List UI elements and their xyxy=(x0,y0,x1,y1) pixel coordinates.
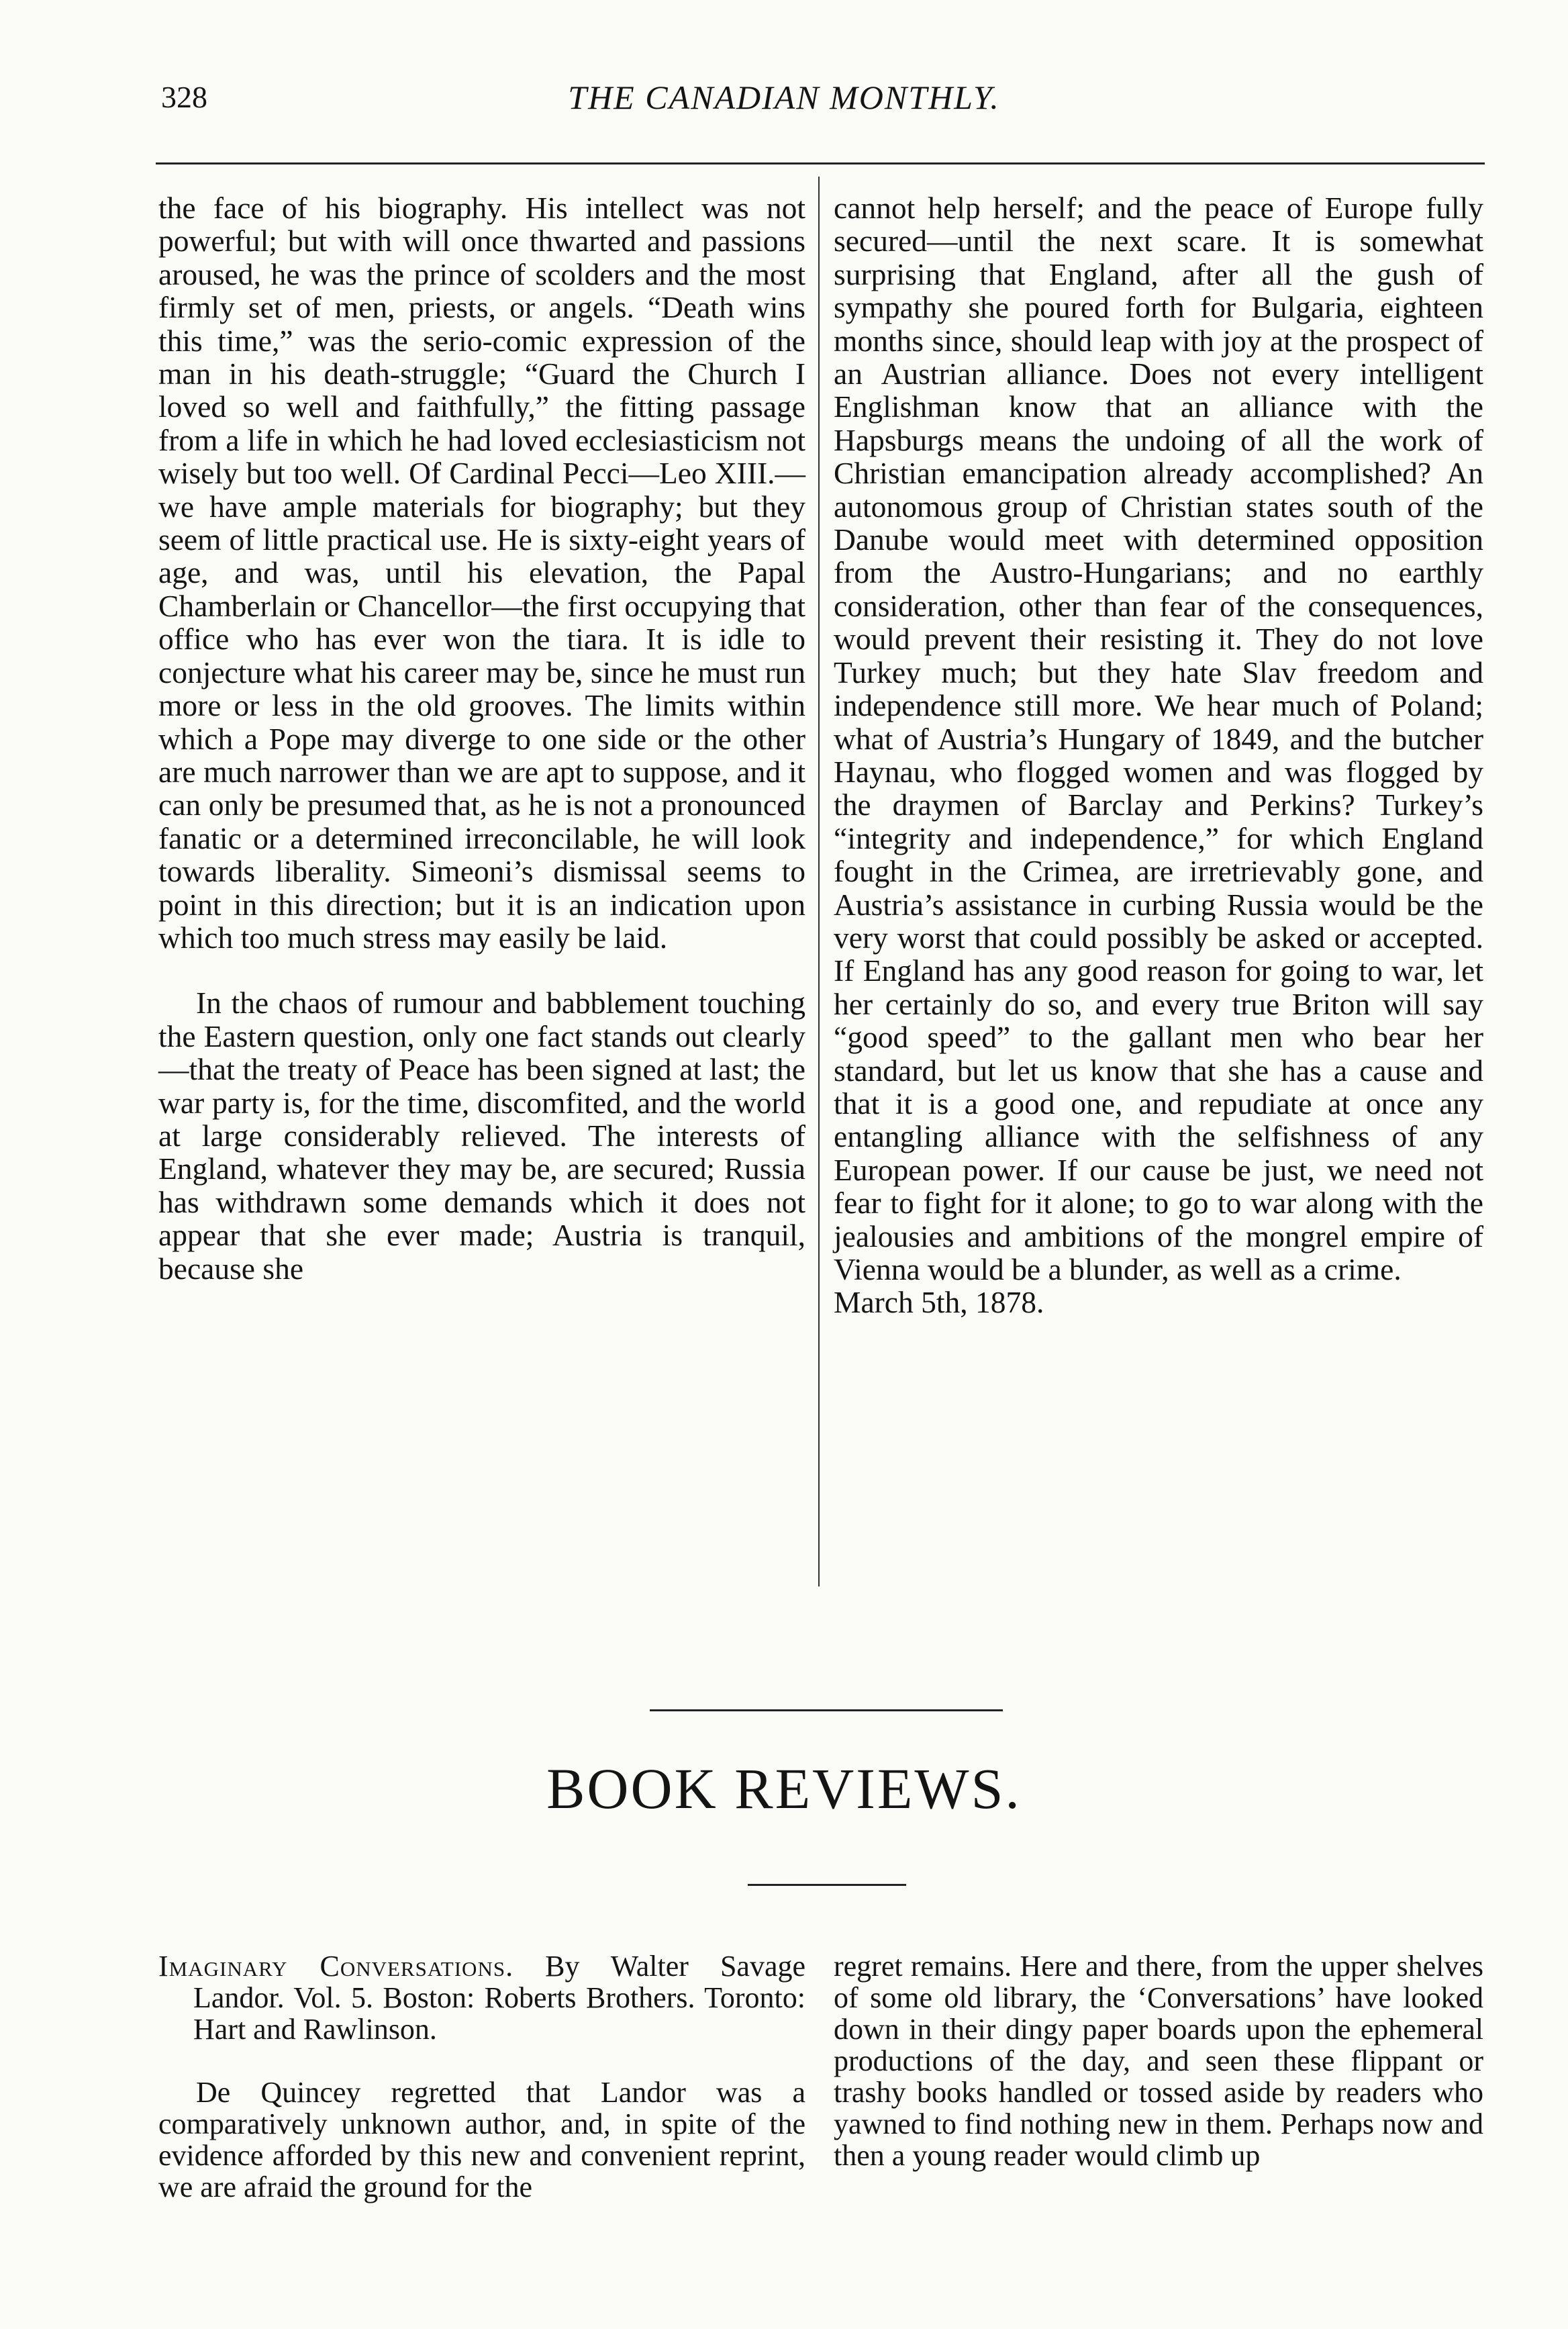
left-column xyxy=(158,191,805,1285)
header-rule xyxy=(156,162,1485,164)
review-right-body: regret remains. Here and there, from the upper shelves of some old library, the ‘Conversations’ have looked down in their dingy paper boards upon the ephemeral productions of the day, and seen these flippant or trashy books handled or tossed aside by readers who yawned to find nothing new in them. Perhaps now and then a young reader would climb up xyxy=(834,1950,1483,2172)
right-paragraph-1: cannot help herself; and the peace of Europe fully secured—until the next scare. It is somewhat surprising that England, after all the gush of sympathy she poured forth for Bulgaria, eighteen months since, should leap with joy at the prospect of an Austrian alliance. Does not every intelligent Englishman know that an alliance with the Hapsburgs means the undoing of all the work of Christian emancipation already accomplished? An autonomous group of Christian states south of the Danube would meet with determined opposition from the Austro-Hungarians; and no earthly consideration, other than fear of the consequences, would prevent their resisting it. They do not love Turkey much; but they hate Slav freedom and independence still more. We hear much of Poland; what of Austria’s Hungary of 1849, and the butcher Haynau, who flogged women and was flogged by the draymen of Barclay and Perkins? Turkey’s “integrity and independence,” for which England fought in the Crimea, are irretrievably gone, and Austria’s assistance in curbing Russia would be the very worst that could possibly be asked or accepted. If England has any good reason for going to war, let her certainly do so, and every true Briton will say “good speed” to the gallant men who bear her standard, but let us know that she has a cause and that it is a good one, and repudiate at once any entangling alliance with the selfishness of any European power. If our cause be just, we need not fear to fight for it alone; to go to war along with the jealousies and ambitions of the mongrel empire of Vienna would be a blunder, as well as a crime. xyxy=(834,191,1483,1286)
left-paragraph-2: In the chaos of rumour and babblement touching the Eastern question, only one fact stands out clearly—that the treaty of Peace has been signed at last; the war party is, for the time, discomfited, and the world at large considerably relieved. The interests of England, whatever they may be, are secured; Russia has withdrawn some demands which it does not appear that she ever made; Austria is tranquil, because she xyxy=(158,986,805,1286)
section-rule-top xyxy=(650,1709,1003,1711)
review-heading xyxy=(158,1950,805,2045)
column-divider xyxy=(818,177,820,1586)
dateline: March 5th, 1878. xyxy=(834,1285,1044,1320)
left-paragraph-1: the face of his biography. His intellect was not powerful; but with will once thwarted and passions aroused, he was the prince of scolders and the most firmly set of men, priests, or angels. “Death wins this time,” was the serio-comic expression of the man in his death-struggle; “Guard the Church I loved so well and faithfully,” the fitting passage from a life in which he had loved ecclesiasticism not wisely but too well. Of Cardinal Pecci—Leo XIII.—we have ample materials for biography; but they seem of little practical use. He is sixty-eight years of age, and was, until his elevation, the Papal Chamberlain or Chancellor—the first occupying that office who has ever won the tiara. It is idle to conjecture what his career may be, since he must run more or less in the old grooves. The limits within which a Pope may diverge to one side or the other are much narrower than we are apt to suppose, and it can only be presumed that, as he is not a pronounced fanatic or a determined irreconcilable, he will look towards liberality. Simeoni’s dismissal seems to point in this direction; but it is an indication upon which too much stress may easily be laid. xyxy=(158,191,805,955)
page-number: 328 xyxy=(161,80,207,114)
review-left-body: De Quincey regretted that Landor was a comparatively unknown author, and, in spite of the evidence afforded by this new and convenient reprint, we are afraid the ground for the xyxy=(158,2076,805,2203)
running-title: THE CANADIAN MONTHLY. xyxy=(568,79,1000,116)
review-book-title: Imaginary Conversations. xyxy=(158,1950,514,1983)
section-rule-bottom xyxy=(748,1884,906,1886)
review-right-column xyxy=(834,1950,1483,2171)
section-title: BOOK REVIEWS. xyxy=(546,1756,1022,1821)
review-book-details: By Walter Savage Landor. Vol. 5. Boston: Roberts Brothers. Toronto: Hart and Rawlinson. xyxy=(193,1950,805,2046)
review-left-column xyxy=(158,1950,805,2203)
right-column xyxy=(834,191,1483,1319)
